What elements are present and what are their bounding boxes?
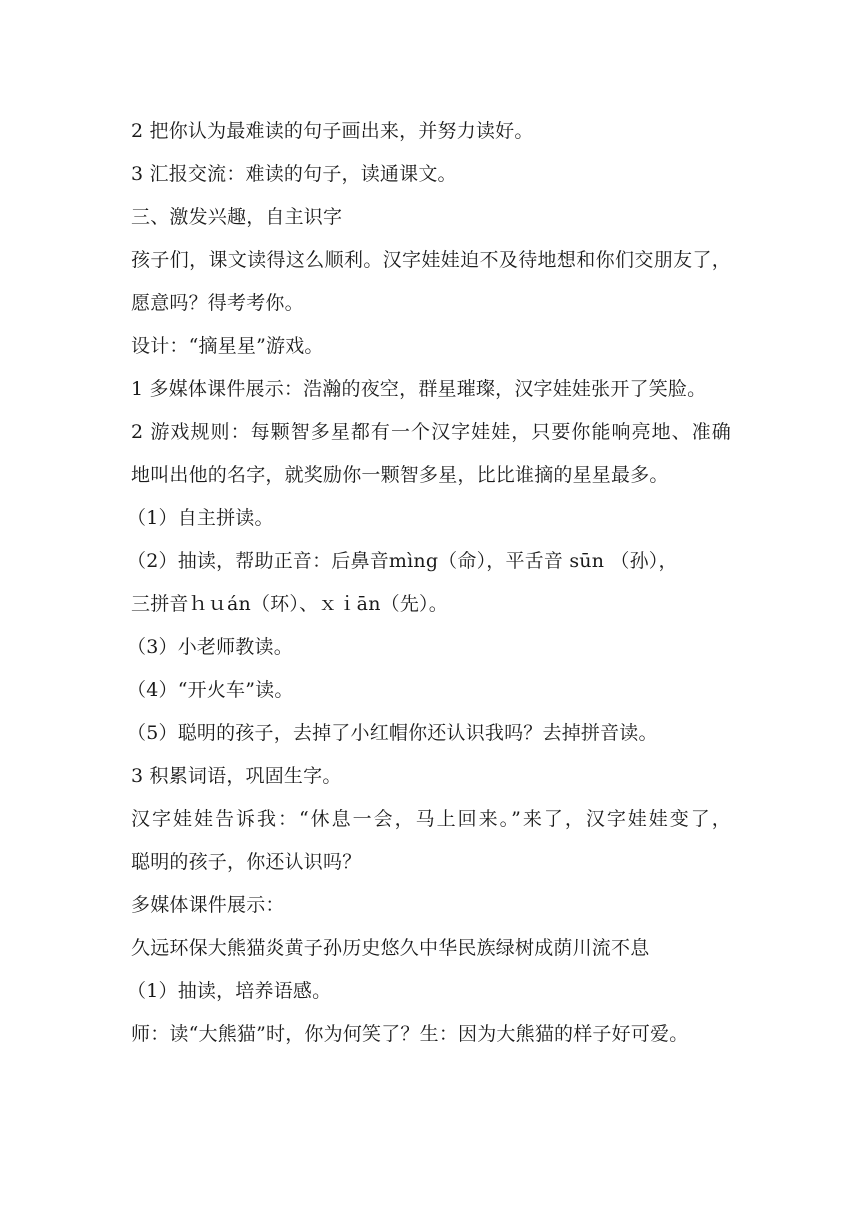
text-line: （5）聪明的孩子，去掉了小红帽你还认识我吗？去掉拼音读。	[127, 722, 658, 744]
text-line: 聪明的孩子，你还认识吗？	[131, 851, 362, 873]
text-line: 师：读“大熊猫”时，你为何笑了？生：因为大熊猫的样子好可爱。	[131, 1023, 689, 1045]
text-line: 设计：“摘星星”游戏。	[131, 335, 324, 357]
text-line: 多媒体课件展示：	[131, 894, 285, 916]
text-line: 三拼音ｈｕán（环）、ｘｉān（先）。	[131, 593, 448, 615]
text-line: （1）自主拼读。	[127, 507, 274, 529]
text-line: 汉字娃娃告诉我：“休息一会，马上回来。”来了，汉字娃娃变了，	[131, 808, 731, 830]
text-line: （1）抽读，培养语感。	[127, 980, 332, 1002]
text-line: 地叫出他的名字，就奖励你一颗智多星，比比谁摘的星星最多。	[131, 464, 669, 486]
text-line: 1 多媒体课件展示：浩瀚的夜空，群星璀璨，汉字娃娃张开了笑脸。	[131, 378, 707, 400]
text-line: 2 游戏规则：每颗智多星都有一个汉字娃娃，只要你能响亮地、准确	[131, 421, 731, 443]
text-line: （4）“开火车”读。	[127, 679, 294, 701]
text-line: 愿意吗？得考考你。	[131, 292, 304, 314]
text-line: 3 积累词语，巩固生字。	[131, 765, 342, 787]
text-line: 久远环保大熊猫炎黄子孙历史悠久中华民族绿树成荫川流不息	[131, 937, 650, 959]
text-line: （2）抽读，帮助正音：后鼻音mìng（命），平舌音 sūn （孙），	[127, 550, 678, 572]
text-line: （3）小老师教读。	[127, 636, 293, 658]
document-body	[127, 110, 731, 1056]
text-line: 3 汇报交流：难读的句子，读通课文。	[131, 163, 457, 185]
section-heading: 三、激发兴趣，自主识字	[131, 206, 343, 228]
text-line: 2 把你认为最难读的句子画出来，并努力读好。	[131, 120, 534, 142]
text-line: 孩子们，课文读得这么顺利。汉字娃娃迫不及待地想和你们交朋友了，	[131, 249, 731, 271]
